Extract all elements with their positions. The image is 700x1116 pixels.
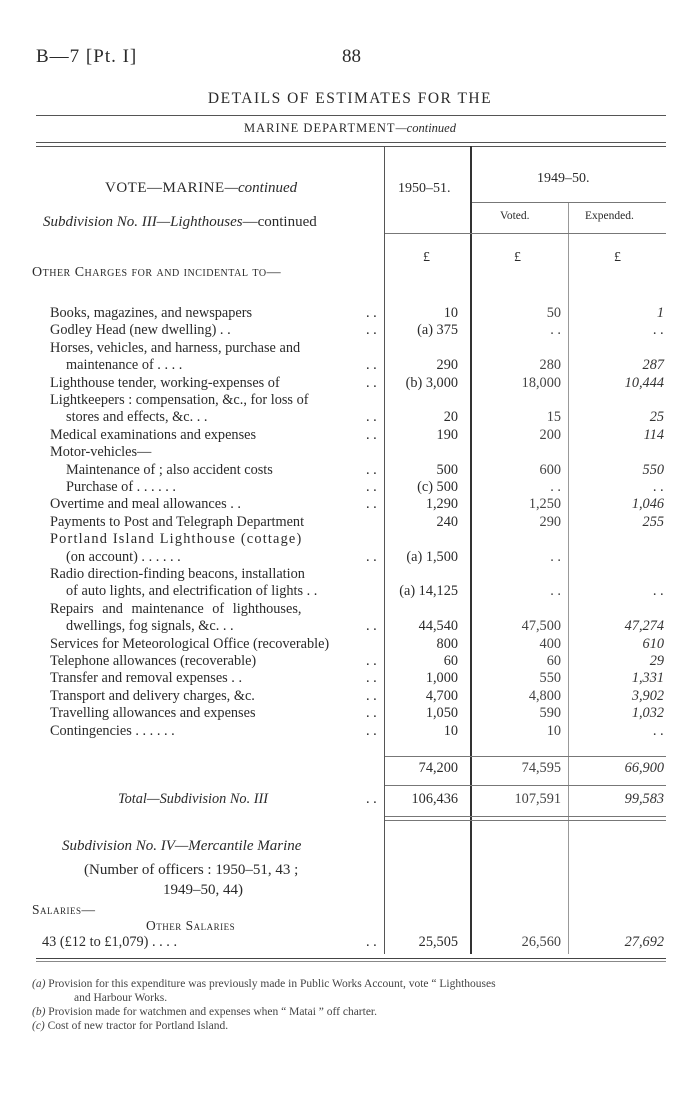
footnote [74, 992, 167, 1004]
row-value-c3: 1,046 [631, 496, 664, 513]
row-label: Repairs and maintenance of lighthouses, [50, 600, 302, 617]
row-value-c2: 50 [546, 305, 561, 321]
row-leader: . . [366, 409, 377, 426]
subdivision-continued: —continued [242, 214, 317, 230]
row-leader: . . [366, 653, 377, 669]
row-value-c1: 1,000 [425, 670, 458, 687]
row-value-c1: 1,050 [425, 705, 458, 722]
row-leader: . . [366, 322, 377, 339]
row-value-c1: 290 [436, 357, 458, 374]
row-value-c3: . . [653, 722, 664, 739]
table-top-rule [36, 146, 666, 147]
row-label: maintenance of . . . . [66, 357, 183, 374]
row-value-c3: 287 [642, 357, 664, 374]
row-value-c1: 10 [443, 722, 458, 739]
footnote-text: and Harbour Works. [74, 992, 168, 1004]
vote-name: VOTE—MARINE [105, 180, 225, 196]
column-head-rule [385, 233, 666, 234]
col-head-1950-51: 1950–51. [398, 181, 451, 196]
row-label: of auto lights, and electrification of lights . . [66, 583, 318, 600]
table-bottom-rule [36, 958, 666, 959]
row-label: Motor-vehicles— [50, 444, 152, 461]
title-rule [36, 115, 666, 116]
row-value-c1: 500 [436, 461, 458, 478]
row-value-c1: (a) 14,125 [399, 583, 458, 600]
footnote [32, 1006, 377, 1018]
row-leader: . . [366, 479, 377, 495]
row-leader: . . [366, 357, 377, 374]
row-label: Lighthouse tender, working-expenses of [50, 374, 280, 391]
other-salaries-heading: Other Salaries [146, 918, 236, 933]
row-value-c3: . . [653, 322, 664, 339]
footnote [32, 1020, 228, 1032]
row-leader: . . [366, 618, 377, 635]
row-value-c2: 1,250 [528, 496, 561, 513]
salaries-row-leader: . . [366, 934, 377, 950]
page-title: DETAILS OF ESTIMATES FOR THE [207, 90, 493, 107]
subdivision-iv-title: Subdivision No. IV—Mercantile Marine [62, 838, 302, 854]
subtotal-expended: 66,900 [624, 760, 664, 776]
row-label: dwellings, fog signals, &c. . . [66, 618, 234, 635]
row-value-c3: 114 [643, 426, 664, 443]
row-value-c2: . . [550, 322, 561, 339]
row-label: stores and effects, &c. . . [66, 409, 208, 426]
row-value-c1: 20 [443, 409, 458, 426]
row-label: Godley Head (new dwelling) . . [50, 322, 231, 339]
vote-heading [105, 180, 297, 197]
salaries-voted: 26,560 [521, 934, 561, 950]
row-label: Transfer and removal expenses . . [50, 670, 243, 687]
row-value-c2: 290 [539, 513, 561, 530]
subtotal-voted: 74,595 [521, 760, 561, 776]
row-value-c1: 190 [436, 426, 458, 443]
total-row [0, 791, 700, 811]
footnote-text: Provision made for watchmen and expenses when “ Matai ” off charter. [45, 1006, 378, 1018]
subtotal-1950-51: 74,200 [418, 760, 458, 776]
total-leader: . . [366, 791, 377, 807]
row-value-c2: 400 [539, 635, 561, 652]
row-leader: . . [366, 548, 377, 565]
row-label: Travelling allowances and expenses [50, 705, 256, 722]
row-value-c2: 590 [539, 705, 561, 722]
total-label: Total—Subdivision No. III [118, 791, 268, 807]
row-value-c2: 60 [546, 653, 561, 669]
col-head-1949-50: 1949–50. [537, 171, 590, 186]
subtotal-row [0, 760, 700, 780]
row-label: Medical examinations and expenses [50, 426, 257, 443]
col-head-expended: Expended. [585, 210, 634, 222]
row-label: Maintenance of ; also accident costs [66, 461, 273, 478]
row-value-c3: 10,444 [624, 374, 664, 391]
row-leader: . . [366, 705, 377, 722]
department-name: MARINE DEPARTMENT [244, 121, 396, 135]
row-label: Purchase of . . . . . . [66, 479, 176, 495]
row-leader: . . [366, 374, 377, 391]
subdivision-heading [43, 214, 317, 231]
page-number: 88 [342, 46, 361, 67]
vote-continued: —continued [224, 180, 298, 196]
department-rule [36, 142, 666, 143]
row-value-c3: 255 [642, 513, 664, 530]
row-value-c3: . . [653, 583, 664, 600]
row-value-c1: 10 [443, 305, 458, 321]
total-bottom-rule [385, 816, 666, 817]
footnote-mark: (a) [32, 978, 46, 990]
row-label: Overtime and meal allowances . . [50, 496, 241, 513]
row-value-c3: . . [653, 479, 664, 495]
total-double-rule [385, 820, 666, 821]
row-value-c2: 600 [539, 461, 561, 478]
row-value-c2: 200 [539, 426, 561, 443]
salaries-expended: 27,692 [624, 934, 664, 950]
row-leader: . . [366, 670, 377, 687]
row-value-c1: 1,290 [425, 496, 458, 513]
row-value-c2: 280 [539, 357, 561, 374]
table-bottom-rule-2 [36, 961, 666, 962]
row-value-c2: 550 [539, 670, 561, 687]
page-section-ref: B—7 [Pt. I] [36, 46, 138, 67]
row-value-c2: . . [550, 583, 561, 600]
currency-col1: £ [423, 250, 430, 265]
row-label: Transport and delivery charges, &c. [50, 687, 255, 704]
row-leader: . . [366, 687, 377, 704]
footnote-text: Cost of new tractor for Portland Island. [44, 1020, 229, 1032]
officers-line-1: (Number of officers : 1950–51, 43 ; [84, 862, 299, 878]
row-value-c1: 240 [436, 513, 458, 530]
row-label: (on account) . . . . . . [66, 548, 181, 565]
row-label: Services for Meteorological Office (recoverable) [50, 635, 330, 652]
row-label: Payments to Post and Telegraph Department [50, 513, 305, 530]
total-top-rule [385, 785, 666, 786]
row-value-c1: (b) 3,000 [405, 374, 458, 391]
row-value-c3: 550 [642, 461, 664, 478]
salaries-heading: Salaries— [32, 902, 96, 917]
total-expended: 99,583 [624, 791, 664, 807]
year-group-rule [472, 202, 666, 203]
subdivision-name: Subdivision No. III—Lighthouses [43, 214, 243, 230]
row-value-c3: 1 [656, 305, 664, 321]
row-value-c1: 800 [436, 635, 458, 652]
row-value-c2: 4,800 [528, 687, 561, 704]
row-value-c2: 10 [546, 722, 561, 739]
row-value-c2: 18,000 [521, 374, 561, 391]
footnote-mark: (b) [32, 1006, 46, 1018]
row-label: Contingencies . . . . . . [50, 722, 175, 739]
row-leader: . . [366, 722, 377, 739]
row-value-c1: 60 [443, 653, 458, 669]
row-value-c2: . . [550, 548, 561, 565]
row-label: Telephone allowances (recoverable) [50, 653, 257, 669]
row-value-c1: (a) 375 [417, 322, 458, 339]
row-value-c1: (a) 1,500 [406, 548, 458, 565]
officers-line-2: 1949–50, 44) [163, 882, 243, 898]
subtotal-rule [385, 756, 666, 757]
row-label: Lightkeepers : compensation, &c., for loss of [50, 392, 309, 408]
row-value-c3: 29 [649, 653, 664, 669]
row-label: Horses, vehicles, and harness, purchase and [50, 339, 301, 356]
row-label: Portland Island Lighthouse (cottage) [50, 531, 303, 548]
row-value-c1: 44,540 [418, 618, 458, 635]
row-value-c3: 25 [649, 409, 664, 426]
currency-col2: £ [514, 250, 521, 265]
row-value-c2: 47,500 [521, 618, 561, 635]
section-heading: Other Charges for and incidental to— [32, 265, 282, 280]
salaries-1950-51: 25,505 [418, 934, 458, 950]
salaries-row-label: 43 (£12 to £1,079) . . . . [42, 934, 178, 950]
row-value-c3: 47,274 [624, 618, 664, 635]
row-leader: . . [366, 496, 377, 513]
row-value-c3: 1,331 [631, 670, 664, 687]
row-leader: . . [366, 426, 377, 443]
row-value-c1: (c) 500 [417, 479, 458, 495]
total-voted: 107,591 [514, 791, 561, 807]
col-head-voted: Voted. [500, 210, 530, 222]
row-value-c3: 1,032 [631, 705, 664, 722]
row-value-c2: . . [550, 479, 561, 495]
row-value-c3: 3,902 [631, 687, 664, 704]
row-leader: . . [366, 461, 377, 478]
salaries-row [0, 934, 700, 954]
row-value-c3: 610 [642, 635, 664, 652]
currency-col3: £ [614, 250, 621, 265]
department-continued: —continued [395, 121, 456, 135]
row-label: Radio direction-finding beacons, installation [50, 566, 305, 582]
row-leader: . . [366, 305, 377, 321]
department-title [0, 121, 700, 136]
table-row [0, 723, 700, 743]
row-value-c1: 4,700 [425, 687, 458, 704]
row-value-c2: 15 [546, 409, 561, 426]
row-label: Books, magazines, and newspapers [50, 305, 253, 321]
footnote-mark: (c) [32, 1020, 45, 1032]
total-1950-51: 106,436 [411, 791, 458, 807]
footnote-text: Provision for this expenditure was previously made in Public Works Account, vote “ Lighthouses [45, 978, 496, 990]
footnote [32, 978, 496, 990]
